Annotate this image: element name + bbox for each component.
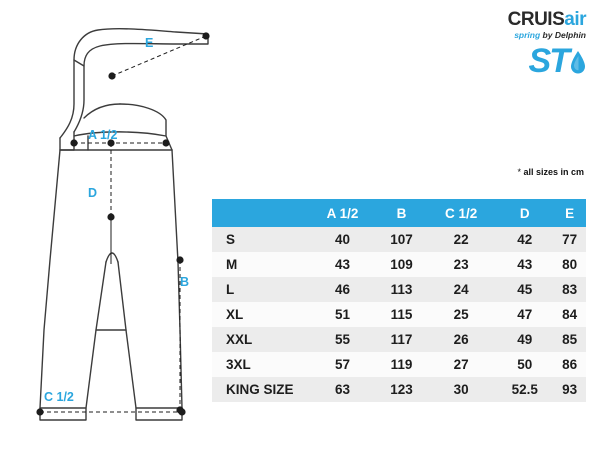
brand-logo — [508, 41, 586, 80]
size-label: M — [212, 252, 308, 277]
cell-d: 47 — [496, 302, 553, 327]
cell-c-half: 24 — [426, 277, 496, 302]
size-table-header-c-half: C 1/2 — [426, 199, 496, 227]
size-label: XL — [212, 302, 308, 327]
bib-pants-drawing — [0, 0, 230, 450]
cell-a-half: 51 — [308, 302, 377, 327]
units-note-star: * — [517, 167, 521, 177]
cell-b: 115 — [377, 302, 426, 327]
size-table-header-e: E — [553, 199, 586, 227]
diagram-label-a-half: A 1/2 — [88, 128, 118, 142]
brand-tagline-italic: spring — [514, 30, 541, 40]
diagram-label-d: D — [88, 186, 98, 200]
cell-a-half: 63 — [308, 377, 377, 402]
size-table — [212, 199, 586, 402]
units-note-text: all sizes in cm — [520, 167, 584, 177]
cell-d: 43 — [496, 252, 553, 277]
size-label: 3XL — [212, 352, 308, 377]
diagram-label-c-half: C 1/2 — [44, 390, 74, 404]
size-label: XXL — [212, 327, 308, 352]
size-label: KING SIZE — [212, 377, 308, 402]
cell-a-half: 40 — [308, 227, 377, 252]
brand-name — [508, 10, 586, 29]
cell-b: 113 — [377, 277, 426, 302]
cell-b: 117 — [377, 327, 426, 352]
diagram-label-b: B — [180, 275, 190, 289]
units-note — [517, 167, 584, 177]
table-row — [212, 252, 586, 277]
measure-points — [36, 32, 209, 415]
size-table-header-d: D — [496, 199, 553, 227]
table-row — [212, 277, 586, 302]
brand-tagline-rest: by Delphin — [540, 30, 586, 40]
size-table-header-b: B — [377, 199, 426, 227]
cell-d: 52.5 — [496, 377, 553, 402]
size-table-head — [212, 199, 586, 227]
cell-e: 77 — [553, 227, 586, 252]
diagram-label-e: E — [145, 36, 154, 50]
cell-c-half: 30 — [426, 377, 496, 402]
table-row — [212, 377, 586, 402]
size-table-body — [212, 227, 586, 402]
size-table-header-corner — [212, 199, 308, 227]
table-row — [212, 327, 586, 352]
cell-a-half: 43 — [308, 252, 377, 277]
size-table-header-a-half: A 1/2 — [308, 199, 377, 227]
table-row — [212, 352, 586, 377]
cell-b: 119 — [377, 352, 426, 377]
cell-c-half: 27 — [426, 352, 496, 377]
cell-d: 42 — [496, 227, 553, 252]
cell-e: 83 — [553, 277, 586, 302]
table-row — [212, 227, 586, 252]
brand-name-main: CRUIS — [507, 9, 565, 30]
measure-line-e — [112, 36, 206, 76]
cell-c-half: 22 — [426, 227, 496, 252]
cell-b: 123 — [377, 377, 426, 402]
cell-a-half: 55 — [308, 327, 377, 352]
cell-e: 84 — [553, 302, 586, 327]
brand-logo-text: ST — [528, 41, 568, 80]
cell-e: 85 — [553, 327, 586, 352]
cell-d: 49 — [496, 327, 553, 352]
cell-a-half: 46 — [308, 277, 377, 302]
cell-b: 109 — [377, 252, 426, 277]
cell-d: 50 — [496, 352, 553, 377]
cell-e: 86 — [553, 352, 586, 377]
cell-e: 80 — [553, 252, 586, 277]
size-table-header-row — [212, 199, 586, 227]
table-row — [212, 302, 586, 327]
cell-b: 107 — [377, 227, 426, 252]
cell-a-half: 57 — [308, 352, 377, 377]
brand-name-accent: air — [564, 9, 586, 30]
size-label: L — [212, 277, 308, 302]
cell-c-half: 25 — [426, 302, 496, 327]
brand-tagline — [508, 31, 586, 40]
cell-d: 45 — [496, 277, 553, 302]
cell-c-half: 23 — [426, 252, 496, 277]
brand-block — [507, 9, 586, 80]
cell-e: 93 — [553, 377, 586, 402]
size-label: S — [212, 227, 308, 252]
cell-c-half: 26 — [426, 327, 496, 352]
water-drop-icon — [570, 50, 586, 76]
